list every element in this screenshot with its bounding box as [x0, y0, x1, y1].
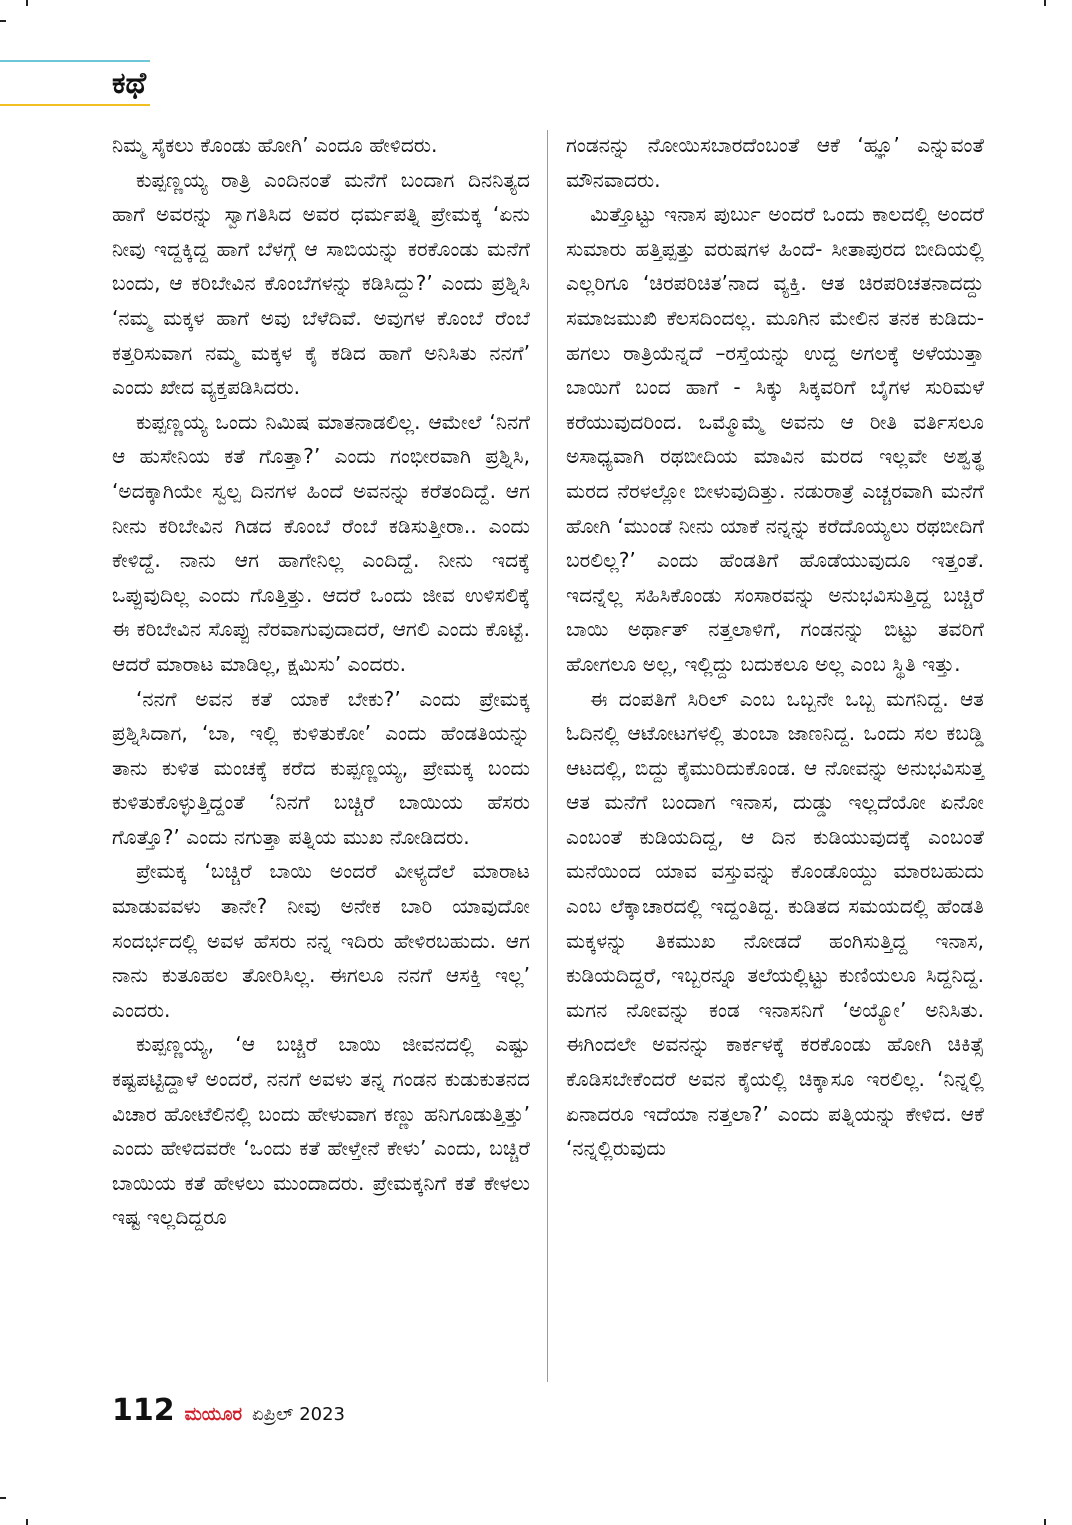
- magazine-logo: ಮಯೂರ: [184, 1404, 243, 1425]
- header-top-rule: [0, 60, 150, 62]
- page-number: 112: [112, 1393, 175, 1428]
- crop-mark: [26, 0, 28, 6]
- header-bottom-rule: [0, 104, 150, 106]
- left-column: [112, 128, 530, 1235]
- paragraph: ಕುಪ್ಪಣ್ಣಯ್ಯ ರಾತ್ರಿ ಎಂದಿನಂತೆ ಮನೆಗೆ ಬಂದಾಗ ದಿನನಿತ್ಯದ ಹಾಗೆ ಅವರನ್ನು ಸ್ವಾಗತಿಸಿದ ಅವರ ಧರ್ಮಪತ್ನಿ ಪ್ರೇಮಕ್ಕ ‘ಏನು ನೀವು ಇದ್ದಕ್ಕಿದ್ದ ಹಾಗೆ ಬೆಳಗ್ಗೆ ಆ ಸಾಬಿಯನ್ನು ಕರಕೊಂಡು ಮನೆಗೆ ಬಂದು, ಆ ಕರಿಬೇವಿನ ಕೊಂಬೆಗಳನ್ನು ಕಡಿಸಿದ್ದು?’ ಎಂದು ಪ್ರಶ್ನಿಸಿ ‘ನಮ್ಮ ಮಕ್ಕಳ ಹಾಗೆ ಅವು ಬೆಳೆದಿವೆ. ಅವುಗಳ ಕೊಂಬೆ ರೆಂಬೆ ಕತ್ತರಿಸುವಾಗ ನಮ್ಮ ಮಕ್ಕಳ ಕೈ ಕಡಿದ ಹಾಗೆ ಅನಿಸಿತು ನನಗೆ’ ಎಂದು ಖೇದ ವ್ಯಕ್ತಪಡಿಸಿದರು.: [112, 167, 530, 400]
- page-footer: [112, 1393, 345, 1433]
- paragraph: ನಿಮ್ಮ ಸೈಕಲು ಕೊಂಡು ಹೋಗಿ’ ಎಂದೂ ಹೇಳಿದರು.: [112, 133, 438, 157]
- section-title: ಕಥೆ: [112, 66, 147, 101]
- paragraph: ‘ನನಗೆ ಅವನ ಕತೆ ಯಾಕೆ ಬೇಕು?’ ಎಂದು ಪ್ರೇಮಕ್ಕ ಪ್ರಶ್ನಿಸಿದಾಗ, ‘ಬಾ, ಇಲ್ಲಿ ಕುಳಿತುಕೋ’ ಎಂದು ಹೆಂಡತಿಯನ್ನು ತಾನು ಕುಳಿತ ಮಂಚಕ್ಕೆ ಕರೆದ ಕುಪ್ಪಣ್ಣಯ್ಯ, ಪ್ರೇಮಕ್ಕ ಬಂದು ಕುಳಿತುಕೊಳ್ಳುತ್ತಿದ್ದಂತೆ ‘ನಿನಗೆ ಬಚ್ಚಿರೆ ಬಾಯಿಯ ಹೆಸರು ಗೊತ್ತೊ?’ ಎಂದು ನಗುತ್ತಾ ಪತ್ನಿಯ ಮುಖ ನೋಡಿದರು.: [112, 686, 530, 849]
- paragraph: ಕುಪ್ಪಣ್ಣಯ್ಯ, ‘ಆ ಬಚ್ಚಿರೆ ಬಾಯಿ ಜೀವನದಲ್ಲಿ ಎಷ್ಟು ಕಷ್ಟಪಟ್ಟಿದ್ದಾಳೆ ಅಂದರೆ, ನನಗೆ ಅವಳು ತನ್ನ ಗಂಡನ ಕುಡುಕುತನದ ವಿಚಾರ ಹೋಟೆಲಿನಲ್ಲಿ ಬಂದು ಹೇಳುವಾಗ ಕಣ್ಣು ಹನಿಗೂಡುತ್ತಿತ್ತು’ ಎಂದು ಹೇಳಿದವರೇ ‘ಒಂದು ಕತೆ ಹೇಳ್ತೇನೆ ಕೇಳು’ ಎಂದು, ಬಚ್ಚಿರೆ ಬಾಯಿಯ ಕತೆ ಹೇಳಲು ಮುಂದಾದರು. ಪ್ರೇಮಕ್ಕನಿಗೆ ಕತೆ ಕೇಳಲು ಇಷ್ಟ ಇಲ್ಲದಿದ್ದರೂ: [112, 1032, 530, 1230]
- paragraph: ಕುಪ್ಪಣ್ಣಯ್ಯ ಒಂದು ನಿಮಿಷ ಮಾತನಾಡಲಿಲ್ಲ. ಆಮೇಲೆ ‘ನಿನಗೆ ಆ ಹುಸೇನಿಯ ಕತೆ ಗೊತ್ತಾ?’ ಎಂದು ಗಂಭೀರವಾಗಿ ಪ್ರಶ್ನಿಸಿ, ‘ಅದಕ್ಕಾಗಿಯೇ ಸ್ವಲ್ಪ ದಿನಗಳ ಹಿಂದೆ ಅವನನ್ನು ಕರೆತಂದಿದ್ದೆ. ಆಗ ನೀನು ಕರಿಬೇವಿನ ಗಿಡದ ಕೊಂಬೆ ರೆಂಬೆ ಕಡಿಸುತ್ತೀರಾ.. ಎಂದು ಕೇಳಿದ್ದೆ. ನಾನು ಆಗ ಹಾಗೇನಿಲ್ಲ ಎಂದಿದ್ದೆ. ನೀನು ಇದಕ್ಕೆ ಒಪ್ಪುವುದಿಲ್ಲ ಎಂದು ಗೊತ್ತಿತ್ತು. ಆದರೆ ಒಂದು ಜೀವ ಉಳಿಸಲಿಕ್ಕೆ ಈ ಕರಿಬೇವಿನ ಸೊಪ್ಪು ನೆರವಾಗುವುದಾದರೆ, ಆಗಲಿ ಎಂದು ಕೊಟ್ಟೆ. ಆದರೆ ಮಾರಾಟ ಮಾಡಿಲ್ಲ, ಕ್ಷಮಿಸು’ ಎಂದರು.: [112, 409, 530, 676]
- column-divider: [547, 130, 548, 1382]
- crop-mark: [0, 20, 6, 22]
- crop-mark: [1044, 0, 1046, 6]
- crop-mark: [26, 1519, 28, 1525]
- paragraph: ಈ ದಂಪತಿಗೆ ಸಿರಿಲ್ ಎಂಬ ಒಬ್ಬನೇ ಒಬ್ಬ ಮಗನಿದ್ದ. ಆತ ಓದಿನಲ್ಲಿ ಆಟೋಟಗಳಲ್ಲಿ ತುಂಬಾ ಜಾಣನಿದ್ದ. ಒಂದು ಸಲ ಕಬಡ್ಡಿ ಆಟದಲ್ಲಿ, ಬಿದ್ದು ಕೈಮುರಿದುಕೊಂಡ. ಆ ನೋವನ್ನು ಅನುಭವಿಸುತ್ತ ಆತ ಮನೆಗೆ ಬಂದಾಗ ಇನಾಸ, ದುಡ್ಡು ಇಲ್ಲದೆಯೋ ಏನೋ ಎಂಬಂತೆ ಕುಡಿಯದಿದ್ದ, ಆ ದಿನ ಕುಡಿಯುವುದಕ್ಕೆ ಎಂಬಂತೆ ಮನೆಯಿಂದ ಯಾವ ವಸ್ತುವನ್ನು ಕೊಂಡೊಯ್ದು ಮಾರಬಹುದು ಎಂಬ ಲೆಕ್ಕಾಚಾರದಲ್ಲಿ ಇದ್ದಂತಿದ್ದ. ಕುಡಿತದ ಸಮಯದಲ್ಲಿ ಹೆಂಡತಿ ಮಕ್ಕಳನ್ನು ತಿಕಮುಖ ನೋಡದೆ ಹಂಗಿಸುತ್ತಿದ್ದ ಇನಾಸ, ಕುಡಿಯದಿದ್ದರೆ, ಇಬ್ಬರನ್ನೂ ತಲೆಯಲ್ಲಿಟ್ಟು ಕುಣಿಯಲೂ ಸಿದ್ದನಿದ್ದ. ಮಗನ ನೋವನ್ನು ಕಂಡ ಇನಾಸನಿಗೆ ‘ಅಯ್ಯೋ’ ಅನಿಸಿತು. ಈಗಿಂದಲೇ ಅವನನ್ನು ಕಾರ್ಕಳಕ್ಕೆ ಕರಕೊಂಡು ಹೋಗಿ ಚಿಕಿತ್ಸೆ ಕೊಡಿಸಬೇಕೆಂದರೆ ಅವನ ಕೈಯಲ್ಲಿ ಚಿಕ್ಕಾಸೂ ಇರಲಿಲ್ಲ. ‘ನಿನ್ನಲ್ಲಿ ಏನಾದರೂ ಇದೆಯಾ ನತ್ತಲಾ?’ ಎಂದು ಪತ್ನಿಯನ್ನು ಕೇಳಿದ. ಆಕೆ ‘ನನ್ನಲ್ಲಿರುವುದು: [566, 686, 984, 1161]
- crop-mark: [0, 1497, 6, 1499]
- paragraph: ಪ್ರೇಮಕ್ಕ ‘ಬಚ್ಚಿರೆ ಬಾಯಿ ಅಂದರೆ ವೀಳ್ಯದೆಲೆ ಮಾರಾಟ ಮಾಡುವವಳು ತಾನೇ? ನೀವು ಅನೇಕ ಬಾರಿ ಯಾವುದೋ ಸಂದರ್ಭದಲ್ಲಿ ಅವಳ ಹೆಸರು ನನ್ನ ಇದಿರು ಹೇಳಿರಬಹುದು. ಆಗ ನಾನು ಕುತೂಹಲ ತೋರಿಸಿಲ್ಲ. ಈಗಲೂ ನನಗೆ ಆಸಕ್ತಿ ಇಲ್ಲ’ ಎಂದರು.: [112, 859, 530, 1022]
- paragraph: ಮಿತ್ತೊಟ್ಟು ಇನಾಸ ಪುರ್ಬು ಅಂದರೆ ಒಂದು ಕಾಲದಲ್ಲಿ ಅಂದರೆ ಸುಮಾರು ಹತ್ತಿಪ್ಪತ್ತು ವರುಷಗಳ ಹಿಂದೆ- ಸೀತಾಪುರದ ಬೀದಿಯಲ್ಲಿ ಎಲ್ಲರಿಗೂ ‘ಚಿರಪರಿಚಿತ’ನಾದ ವ್ಯಕ್ತಿ. ಆತ ಚಿರಪರಿಚತನಾದದ್ದು ಸಮಾಜಮುಖಿ ಕೆಲಸದಿಂದಲ್ಲ. ಮೂಗಿನ ಮೇಲಿನ ತನಕ ಕುಡಿದು- ಹಗಲು ರಾತ್ರಿಯೆನ್ನದೆ –ರಸ್ತೆಯನ್ನು ಉದ್ದ ಅಗಲಕ್ಕೆ ಅಳೆಯುತ್ತಾ ಬಾಯಿಗೆ ಬಂದ ಹಾಗೆ - ಸಿಕ್ಕು ಸಿಕ್ಕವರಿಗೆ ಬೈಗಳ ಸುರಿಮಳೆ ಕರೆಯುವುದರಿಂದ. ಒಮ್ಮೊಮ್ಮೆ ಅವನು ಆ ರೀತಿ ವರ್ತಿಸಲೂ ಅಸಾಧ್ಯವಾಗಿ ರಥಬೀದಿಯ ಮಾವಿನ ಮರದ ಇಲ್ಲವೇ ಅಶ್ವತ್ಥ ಮರದ ನೆರಳಲ್ಲೋ ಬೀಳುವುದಿತ್ತು. ನಡುರಾತ್ರೆ ಎಚ್ಚರವಾಗಿ ಮನೆಗೆ ಹೋಗಿ ‘ಮುಂಡೆ ನೀನು ಯಾಕೆ ನನ್ನನ್ನು ಕರೆದೊಯ್ಯಲು ರಥಬೀದಿಗೆ ಬರಲಿಲ್ಲ?’ ಎಂದು ಹೆಂಡತಿಗೆ ಹೊಡೆಯುವುದೂ ಇತ್ತಂತೆ. ಇದನ್ನೆಲ್ಲ ಸಹಿಸಿಕೊಂಡು ಸಂಸಾರವನ್ನು ಅನುಭವಿಸುತ್ತಿದ್ದ ಬಚ್ಚಿರೆ ಬಾಯಿ ಅರ್ಥಾತ್ ನತ್ತಲಾಳಿಗೆ, ಗಂಡನನ್ನು ಬಿಟ್ಟು ತವರಿಗೆ ಹೋಗಲೂ ಅಲ್ಲ, ಇಲ್ಲಿದ್ದು ಬದುಕಲೂ ಅಲ್ಲ ಎಂಬ ಸ್ಥಿತಿ ಇತ್ತು.: [566, 202, 984, 676]
- issue-date: ಏಪ್ರಿಲ್ 2023: [252, 1404, 345, 1425]
- crop-mark: [1044, 1519, 1046, 1525]
- right-column: [566, 128, 984, 1166]
- paragraph: ಗಂಡನನ್ನು ನೋಯಿಸಬಾರದೆಂಬಂತೆ ಆಕೆ ‘ಹ್ಞೂ’ ಎನ್ನುವಂತೆ ಮೌನವಾದರು.: [566, 133, 984, 192]
